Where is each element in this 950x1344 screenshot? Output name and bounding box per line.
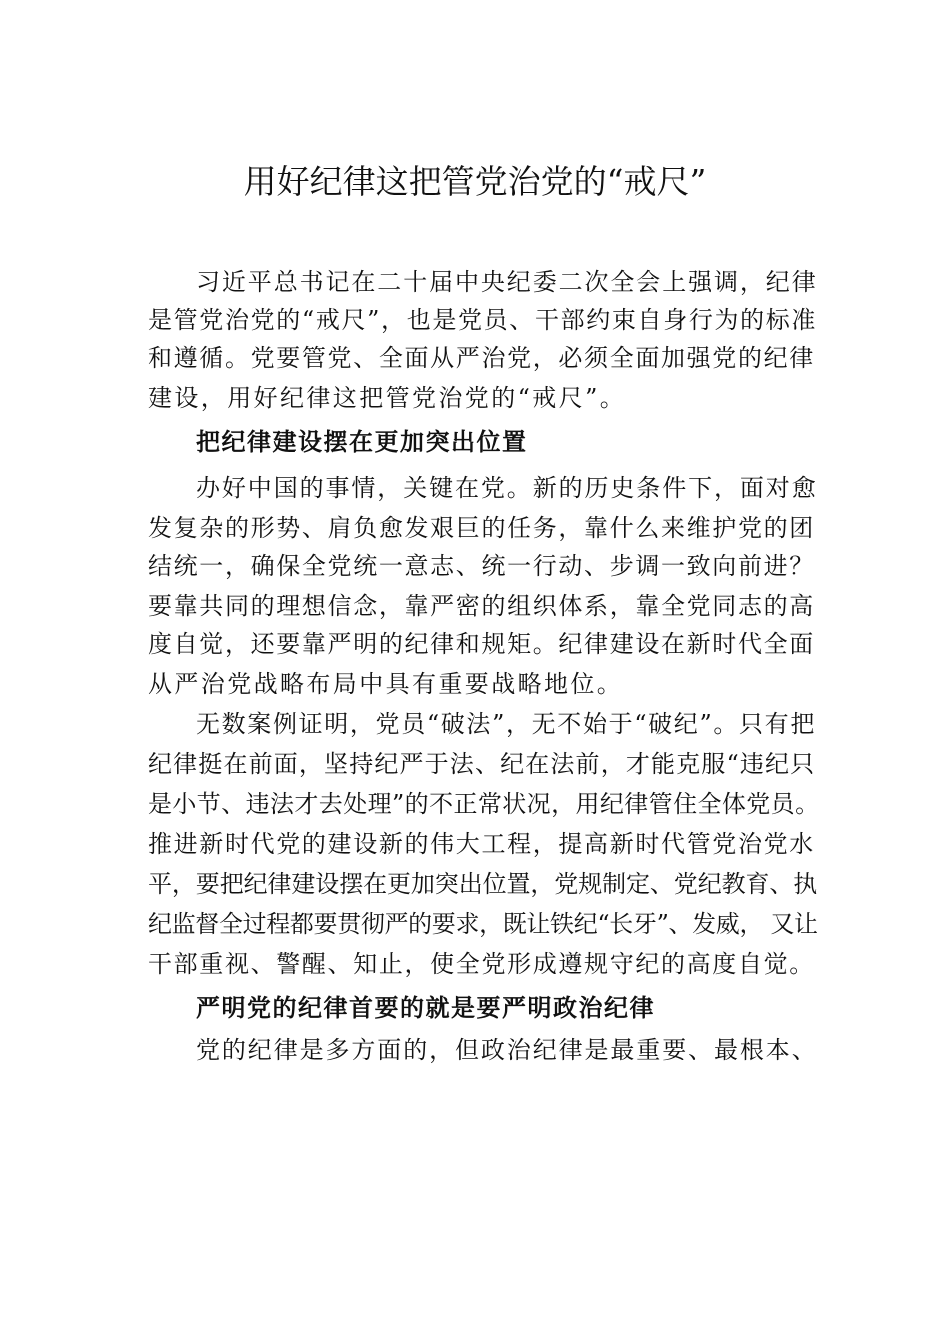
paragraph-line: 度自觉，还要靠严明的纪律和规矩。纪律建设在新时代全面	[148, 630, 815, 658]
paragraph-line: 办好中国的事情，关键在党。新的历史条件下，面对愈	[196, 474, 818, 502]
document-title: 用好纪律这把管党治党的“戒尺”	[243, 162, 707, 201]
paragraph-line: 习近平总书记在二十届中央纪委二次全会上强调，纪律	[196, 268, 818, 296]
section-heading: 把纪律建设摆在更加突出位置	[196, 427, 528, 456]
paragraph-line: 无数案例证明，党员“破法”，无不始于“破纪”。只有把	[196, 710, 816, 738]
paragraph-line: 平，要把纪律建设摆在更加突出位置，党规制定、党纪教育、执	[148, 870, 818, 898]
paragraph-line: 从严治党战略布局中具有重要战略地位。	[148, 670, 624, 698]
paragraph-line: 要靠共同的理想信念，靠严密的组织体系，靠全党同志的高	[148, 592, 815, 620]
paragraph-line: 干部重视、警醒、知止，使全党形成遵规守纪的高度自觉。	[148, 950, 815, 978]
paragraph-line: 党的纪律是多方面的，但政治纪律是最重要、最根本、	[196, 1036, 818, 1064]
paragraph-line: 是管党治党的“戒尺”，也是党员、干部约束自身行为的标准	[148, 306, 818, 334]
paragraph-line: 和遵循。党要管党、全面从严治党，必须全面加强党的纪律	[148, 344, 815, 372]
paragraph-line: 发复杂的形势、肩负愈发艰巨的任务，靠什么来维护党的团	[148, 514, 815, 542]
section-heading: 严明党的纪律首要的就是要严明政治纪律	[196, 993, 655, 1022]
paragraph-line: 推进新时代党的建设新的伟大工程，提高新时代管党治党水	[148, 830, 815, 858]
paragraph-line: 纪律挺在前面，坚持纪严于法、纪在法前，才能克服“违纪只	[148, 750, 816, 778]
paragraph-line: 是小节、违法才去处理”的不正常状况，用纪律管住全体党员。	[148, 790, 820, 818]
paragraph-line: 纪监督全过程都要贯彻严的要求，既让铁纪“长牙”、发威， 又让	[148, 910, 818, 938]
paragraph-line: 结统一，确保全党统一意志、统一行动、步调一致向前进？	[148, 552, 815, 580]
paragraph-line: 建设，用好纪律这把管党治党的“戒尺”。	[148, 384, 627, 412]
